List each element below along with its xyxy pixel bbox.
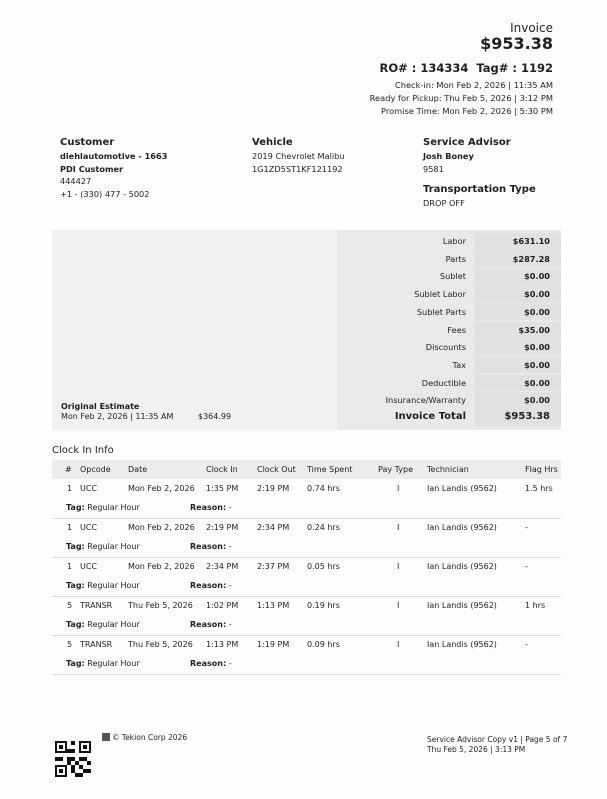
summary-label: Discounts xyxy=(425,342,466,353)
col-time-spent: Time Spent xyxy=(307,465,353,474)
row-time-spent: 0.74 hrs xyxy=(307,484,340,493)
row-tag-value: Regular Hour xyxy=(87,581,140,590)
row-tag xyxy=(66,659,140,668)
invoice-total-label: Invoice Total xyxy=(394,411,466,422)
original-estimate-amount: $364.99 xyxy=(198,412,232,421)
vehicle-title: Vehicle xyxy=(252,137,293,148)
col-clock-in: Clock In xyxy=(206,465,238,474)
customer-title: Customer xyxy=(60,137,115,148)
row-tag xyxy=(66,542,140,551)
row-tag-label: Tag: xyxy=(66,659,85,668)
row-technician: Ian Landis (9562) xyxy=(427,562,497,571)
row-technician: Ian Landis (9562) xyxy=(427,640,497,649)
row-date: Thu Feb 5, 2026 xyxy=(128,601,193,610)
summary-row xyxy=(337,286,561,304)
row-number: 1 xyxy=(67,484,73,493)
row-reason-value: - xyxy=(228,620,232,629)
customer-name: diehlautomotive - 1663 xyxy=(60,151,168,161)
row-clock-out: 1:13 PM xyxy=(257,601,290,610)
summary-label: Tax xyxy=(452,359,466,370)
col-pay-type: Pay Type xyxy=(378,465,414,474)
transportation-type-title: Transportation Type xyxy=(423,184,536,195)
row-time-spent: 0.09 hrs xyxy=(307,640,340,649)
row-tag-label: Tag: xyxy=(66,581,85,590)
row-clock-out: 1:19 PM xyxy=(257,640,290,649)
row-flag-hrs: 1.5 hrs xyxy=(525,484,553,493)
summary-row xyxy=(337,322,561,340)
row-separator xyxy=(52,518,561,519)
summary-value: $287.28 xyxy=(512,253,550,264)
row-tag xyxy=(66,581,140,590)
row-tag-label: Tag: xyxy=(66,503,85,512)
ready-for-pickup-time: Ready for Pickup: Thu Feb 5, 2026 | 3:12 PM xyxy=(369,93,553,103)
col-flag-hrs: Flag Hrs xyxy=(525,465,558,474)
row-clock-in: 2:19 PM xyxy=(206,523,239,532)
customer-section xyxy=(60,137,167,200)
row-reason-label: Reason: xyxy=(190,542,227,551)
vehicle-vin: 1G1ZD5ST1KF121192 xyxy=(252,163,343,174)
summary-value: $0.00 xyxy=(524,359,550,370)
row-reason-value: - xyxy=(228,581,232,590)
summary-row xyxy=(337,392,561,410)
row-flag-hrs: 1 hrs xyxy=(525,601,546,610)
row-time-spent: 0.19 hrs xyxy=(307,601,340,610)
row-pay-type: I xyxy=(397,601,400,610)
row-reason-label: Reason: xyxy=(190,659,227,668)
service-advisor-id: 9581 xyxy=(423,163,444,174)
summary-label: Sublet Labor xyxy=(414,289,466,300)
tekion-logo-icon xyxy=(102,733,110,741)
col-technician: Technician xyxy=(427,465,469,474)
footer-copyright-text: © Tekion Corp 2026 xyxy=(112,733,188,742)
row-tag xyxy=(66,503,140,512)
row-tag-value: Regular Hour xyxy=(87,659,140,668)
row-reason xyxy=(190,503,232,512)
row-technician: Ian Landis (9562) xyxy=(427,601,497,610)
vehicle-model: 2019 Chevrolet Malibu xyxy=(252,151,345,161)
service-advisor-title: Service Advisor xyxy=(423,137,511,148)
tag-number: Tag# : 1192 xyxy=(476,61,553,75)
ro-number: RO# : 134334 xyxy=(379,61,469,75)
row-tag xyxy=(66,620,140,629)
summary-row xyxy=(337,375,561,393)
col-date: Date xyxy=(128,465,148,474)
row-reason xyxy=(190,620,232,629)
row-number: 1 xyxy=(67,523,73,532)
service-advisor-name: Josh Boney xyxy=(423,151,474,161)
invoice-label: Invoice xyxy=(510,21,553,35)
footer-copyright xyxy=(102,733,187,742)
clock-in-title: Clock In Info xyxy=(52,445,114,456)
customer-type: PDI Customer xyxy=(60,163,124,174)
row-time-spent: 0.05 hrs xyxy=(307,562,340,571)
summary-row xyxy=(337,268,561,286)
col-opcode: Opcode xyxy=(80,465,111,474)
row-separator xyxy=(52,635,561,636)
summary-row xyxy=(337,233,561,251)
summary-row xyxy=(337,357,561,375)
row-date: Mon Feb 2, 2026 xyxy=(128,562,195,571)
check-in-time: Check-in: Mon Feb 2, 2026 | 11:35 AM xyxy=(394,80,553,90)
row-opcode: UCC xyxy=(80,484,98,493)
ro-tag-line xyxy=(380,61,554,75)
row-pay-type: I xyxy=(397,562,400,571)
invoice-total-row xyxy=(337,410,561,428)
summary-value: $0.00 xyxy=(524,342,550,353)
invoice-total-value: $953.38 xyxy=(504,411,550,422)
row-opcode: TRANSR xyxy=(80,601,113,610)
row-reason xyxy=(190,542,232,551)
row-number: 5 xyxy=(67,640,73,649)
summary-value: $0.00 xyxy=(524,395,550,406)
row-pay-type: I xyxy=(397,523,400,532)
footer-printed-time: Thu Feb 5, 2026 | 3:13 PM xyxy=(427,745,526,754)
row-clock-out: 2:34 PM xyxy=(257,523,290,532)
row-opcode: TRANSR xyxy=(80,640,113,649)
summary-label: Sublet Parts xyxy=(416,306,466,317)
row-reason xyxy=(190,581,232,590)
row-reason-label: Reason: xyxy=(190,581,227,590)
row-technician: Ian Landis (9562) xyxy=(427,484,497,493)
row-reason-value: - xyxy=(228,503,232,512)
promise-time: Promise Time: Mon Feb 2, 2026 | 5:30 PM xyxy=(381,106,553,116)
row-time-spent: 0.24 hrs xyxy=(307,523,340,532)
original-estimate-label: Original Estimate xyxy=(61,402,140,411)
row-clock-in: 2:34 PM xyxy=(206,562,239,571)
summary-value: $35.00 xyxy=(518,324,550,335)
summary-label: Parts xyxy=(445,253,466,264)
row-reason-value: - xyxy=(228,542,232,551)
row-number: 1 xyxy=(67,562,73,571)
customer-phone: +1 - (330) 477 - 5002 xyxy=(60,188,150,199)
summary-row xyxy=(337,304,561,322)
row-clock-out: 2:19 PM xyxy=(257,484,290,493)
summary-value: $0.00 xyxy=(524,377,550,388)
row-number: 5 xyxy=(67,601,73,610)
row-date: Mon Feb 2, 2026 xyxy=(128,484,195,493)
row-date: Mon Feb 2, 2026 xyxy=(128,523,195,532)
row-flag-hrs: - xyxy=(525,523,528,532)
invoice-total-amount: $953.38 xyxy=(480,34,553,53)
row-clock-out: 2:37 PM xyxy=(257,562,290,571)
footer-copy-info: Service Advisor Copy v1 | Page 5 of 7 xyxy=(427,735,568,744)
row-separator xyxy=(52,596,561,597)
row-opcode: UCC xyxy=(80,523,98,532)
customer-id: 444427 xyxy=(60,176,92,186)
summary-label: Labor xyxy=(442,236,466,246)
row-clock-in: 1:02 PM xyxy=(206,601,239,610)
row-pay-type: I xyxy=(397,484,400,493)
summary-value: $631.10 xyxy=(512,236,550,246)
row-flag-hrs: - xyxy=(525,640,528,649)
summary-label: Deductible xyxy=(421,377,466,388)
row-reason-label: Reason: xyxy=(190,503,227,512)
original-estimate-date: Mon Feb 2, 2026 | 11:35 AM xyxy=(61,412,174,421)
col-number: # xyxy=(65,465,72,474)
vehicle-section xyxy=(252,137,345,175)
summary-value: $0.00 xyxy=(524,306,550,317)
row-flag-hrs: - xyxy=(525,562,528,571)
row-reason-label: Reason: xyxy=(190,620,227,629)
row-technician: Ian Landis (9562) xyxy=(427,523,497,532)
row-clock-in: 1:13 PM xyxy=(206,640,239,649)
row-opcode: UCC xyxy=(80,562,98,571)
summary-label: Fees xyxy=(447,324,466,335)
row-reason xyxy=(190,659,232,668)
summary-value: $0.00 xyxy=(524,271,550,282)
row-tag-label: Tag: xyxy=(66,542,85,551)
row-tag-value: Regular Hour xyxy=(87,620,140,629)
col-clock-out: Clock Out xyxy=(257,465,296,474)
transportation-type-value: DROP OFF xyxy=(423,198,465,208)
row-pay-type: I xyxy=(397,640,400,649)
row-tag-value: Regular Hour xyxy=(87,542,140,551)
summary-row xyxy=(337,339,561,357)
summary-label: Insurance/Warranty xyxy=(385,395,466,406)
row-separator xyxy=(52,557,561,558)
row-tag-label: Tag: xyxy=(66,620,85,629)
row-reason-value: - xyxy=(228,659,232,668)
row-tag-value: Regular Hour xyxy=(87,503,140,512)
row-date: Thu Feb 5, 2026 xyxy=(128,640,193,649)
qr-code xyxy=(55,741,91,777)
row-separator xyxy=(52,674,561,675)
service-advisor-section xyxy=(423,137,536,210)
row-clock-in: 1:35 PM xyxy=(206,484,239,493)
summary-value: $0.00 xyxy=(524,289,550,300)
summary-row xyxy=(337,251,561,269)
summary-label: Sublet xyxy=(439,271,466,282)
